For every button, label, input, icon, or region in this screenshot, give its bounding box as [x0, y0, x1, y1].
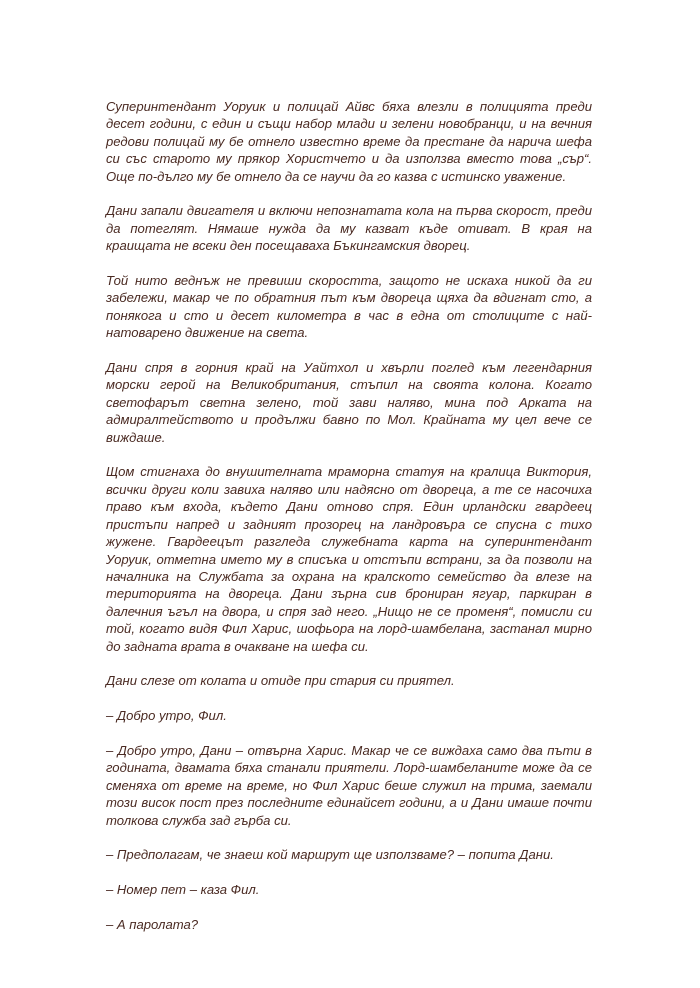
dialogue-line: – А паролата?	[106, 916, 199, 932]
paragraph: Щом стигнаха до внушителната мраморна статуя на кралица Виктория, всички други коли завиха наляво или надясно от двореца, а те се насочиха право към входа, където Дани отново спря. Един ирландски гвардеец пристъпи напред и задният прозорец на ландровъра се спусна с тихо жужене. Гвардеецът разгледа служебната карта на суперинтендант Уоруик, отметна името му в списъка и отстъпи встрани, за да позволи на началника на Службата за охрана на кралското семейство да влезе на територията на двореца. Дани зърна сив брониран ягуар, паркиран в далечния ъгъл на двора, и спря зад него. „Нищо не се променя“, помисли си той, когато видя Фил Харис, шофьора на лорд-шамбелана, застанал мирно до задната врата в очакване на шефа си.	[106, 464, 592, 654]
paragraph: Той нито веднъж не превиши скоростта, защото не искаха никой да ги забележи, макар че по обратния път към двореца щяха да вдигнат сто, а понякога и сто и десет километра в час в една от столиците с най-натоварено движение на света.	[106, 273, 592, 341]
dialogue-line: – Добро утро, Фил.	[106, 708, 227, 724]
document-body	[106, 98, 592, 951]
paragraph: Суперинтендант Уоруик и полицай Айвс бяха влезли в полицията преди десет години, с един и същи набор млади и зелени новобранци, и на вечния редови полицай му бе отнело известно време да престане да нарича шефа си със старото му прякор Хористчето и да използва вместо това „сър“. Още по-дълго му бе отнело да се научи да го казва с истинско уважение.	[106, 99, 592, 184]
paragraph: Дани запали двигателя и включи непознатата кола на първа скорост, преди да потеглят. Нямаше нужда да му казват къде отиват. В края на краищата не всеки ден посещаваха Бъкингамския дворец.	[106, 203, 592, 254]
dialogue-line: – Номер пет – каза Фил.	[106, 882, 260, 898]
paragraph: Дани слезе от колата и отиде при стария си приятел.	[106, 673, 455, 689]
paragraph: Дани спря в горния край на Уайтхол и хвърли поглед към легендарния морски герой на Великобритания, стъпил на своята колона. Когато светофарът светна зелено, той зави наляво, мина под Арката на адмиралтейството и продължи бавно по Мол. Крайната му цел вече се виждаше.	[106, 360, 592, 445]
dialogue-line: – Добро утро, Дани – отвърна Харис. Макар че се виждаха само два пъти в годината, двамата бяха станали приятели. Лорд-шамбеланите може да се сменяха от време на време, но Фил Харис беше служил на трима, заемали този висок пост през последните единайсет години, а и Дани имаше почти толкова служба зад гърба си.	[106, 742, 592, 828]
dialogue-line: – Предполагам, че знаеш кой маршрут ще използваме? – попита Дани.	[106, 847, 554, 863]
